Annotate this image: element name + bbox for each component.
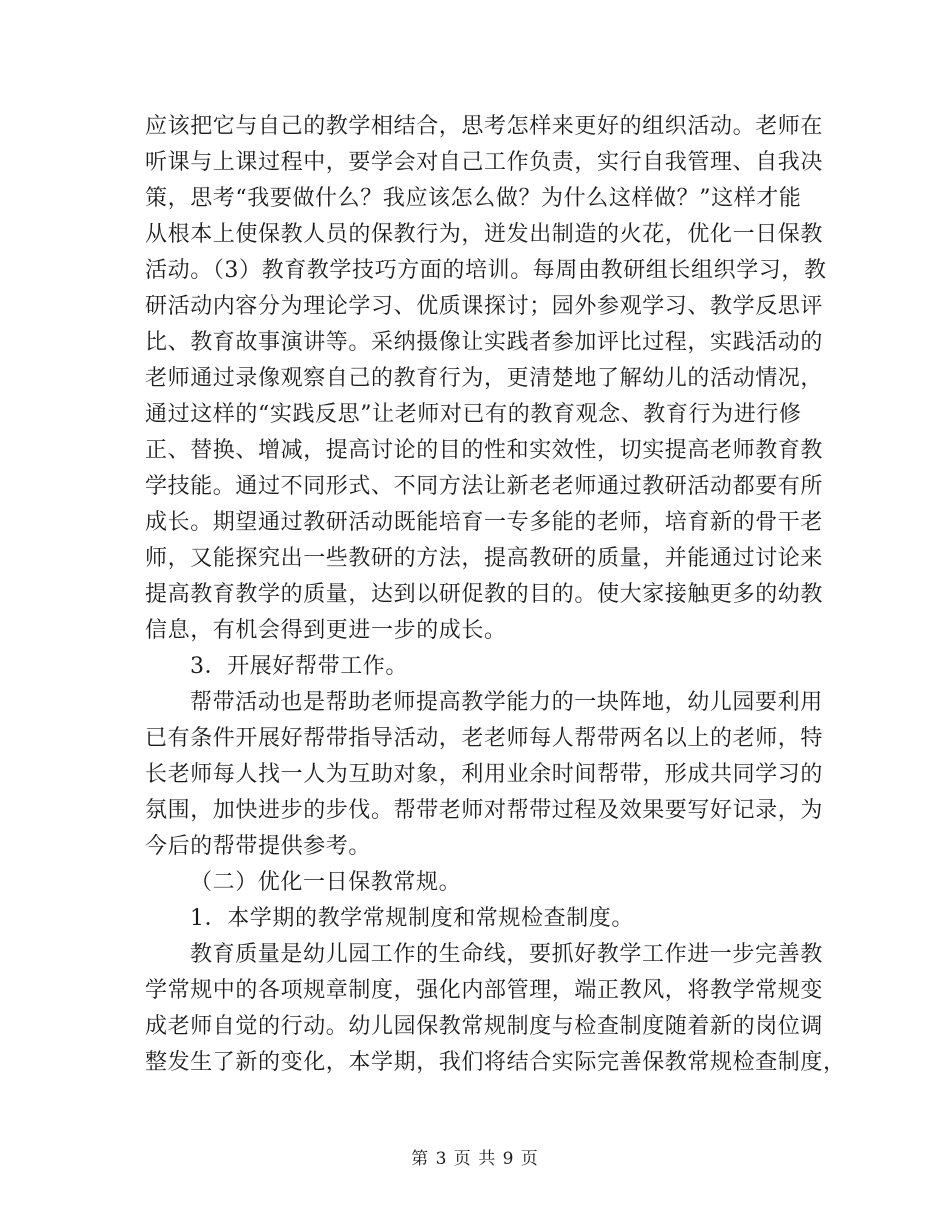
text-line: 应该把它与自己的教学相结合，思考怎样来更好的组织活动。老师在 [145, 114, 824, 139]
text-line: 学常规中的各项规章制度，强化内部管理，端正教风，将教学常规变 [145, 978, 824, 1003]
text-line: 活动。（3）教育教学技巧方面的培训。每周由教研组长组织学习，教 [145, 258, 827, 283]
page-number: 第 3 页 共 9 页 [411, 1149, 539, 1169]
text-line: 氛围，加快进步的步伐。帮带老师对帮带过程及效果要写好记录，为 [145, 798, 824, 823]
section-heading: （二）优化一日保教常规。 [190, 870, 462, 895]
section-heading: 3．开展好帮带工作。 [190, 654, 408, 679]
text-line: 学技能。通过不同形式、不同方法让新老老师通过教研活动都要有所 [145, 474, 824, 499]
text-line: 成老师自觉的行动。幼儿园保教常规制度与检查制度随着新的岗位调 [145, 1014, 824, 1039]
text-line: 教育质量是幼儿园工作的生命线，要抓好教学工作进一步完善教 [190, 942, 823, 967]
text-line: 提高教育教学的质量，达到以研促教的目的。使大家接触更多的幼教 [145, 582, 824, 607]
text-line: 老师通过录像观察自己的教育行为，更清楚地了解幼儿的活动情况， [145, 366, 824, 391]
text-line: 今后的帮带提供参考。 [145, 834, 372, 859]
text-line: 师，又能探究出一些教研的方法，提高教研的质量，并能通过讨论来 [145, 546, 824, 571]
text-line: 通过这样的“实践反思”让老师对已有的教育观念、教育行为进行修 [145, 402, 802, 427]
text-line: 长老师每人找一人为互助对象，利用业余时间帮带，形成共同学习的 [145, 762, 824, 787]
text-line: 策，思考“我要做什么？我应该怎么做？为什么这样做？”这样才能 [145, 186, 802, 211]
text-line: 比、教育故事演讲等。采纳摄像让实践者参加评比过程，实践活动的 [145, 330, 824, 355]
section-heading: 1．本学期的教学常规制度和常规检查制度。 [190, 906, 634, 931]
text-line: 从根本上使保教人员的保教行为，迸发出制造的火花，优化一日保教 [145, 222, 824, 247]
text-line: 成长。期望通过教研活动既能培育一专多能的老师，培育新的骨干老 [145, 510, 824, 535]
text-line: 整发生了新的变化，本学期，我们将结合实际完善保教常规检查制度， [145, 1050, 846, 1075]
text-line: 研活动内容分为理论学习、优质课探讨；园外参观学习、教学反思评 [145, 294, 824, 319]
text-line: 听课与上课过程中，要学会对自己工作负责，实行自我管理、自我决 [145, 150, 824, 175]
text-line: 已有条件开展好帮带指导活动，老老师每人帮带两名以上的老师，特 [145, 726, 824, 751]
text-line: 正、替换、增减，提高讨论的目的性和实效性，切实提高老师教育教 [145, 438, 824, 463]
text-line: 帮带活动也是帮助老师提高教学能力的一块阵地，幼儿园要利用 [190, 690, 823, 715]
text-line: 信息，有机会得到更进一步的成长。 [145, 618, 507, 643]
